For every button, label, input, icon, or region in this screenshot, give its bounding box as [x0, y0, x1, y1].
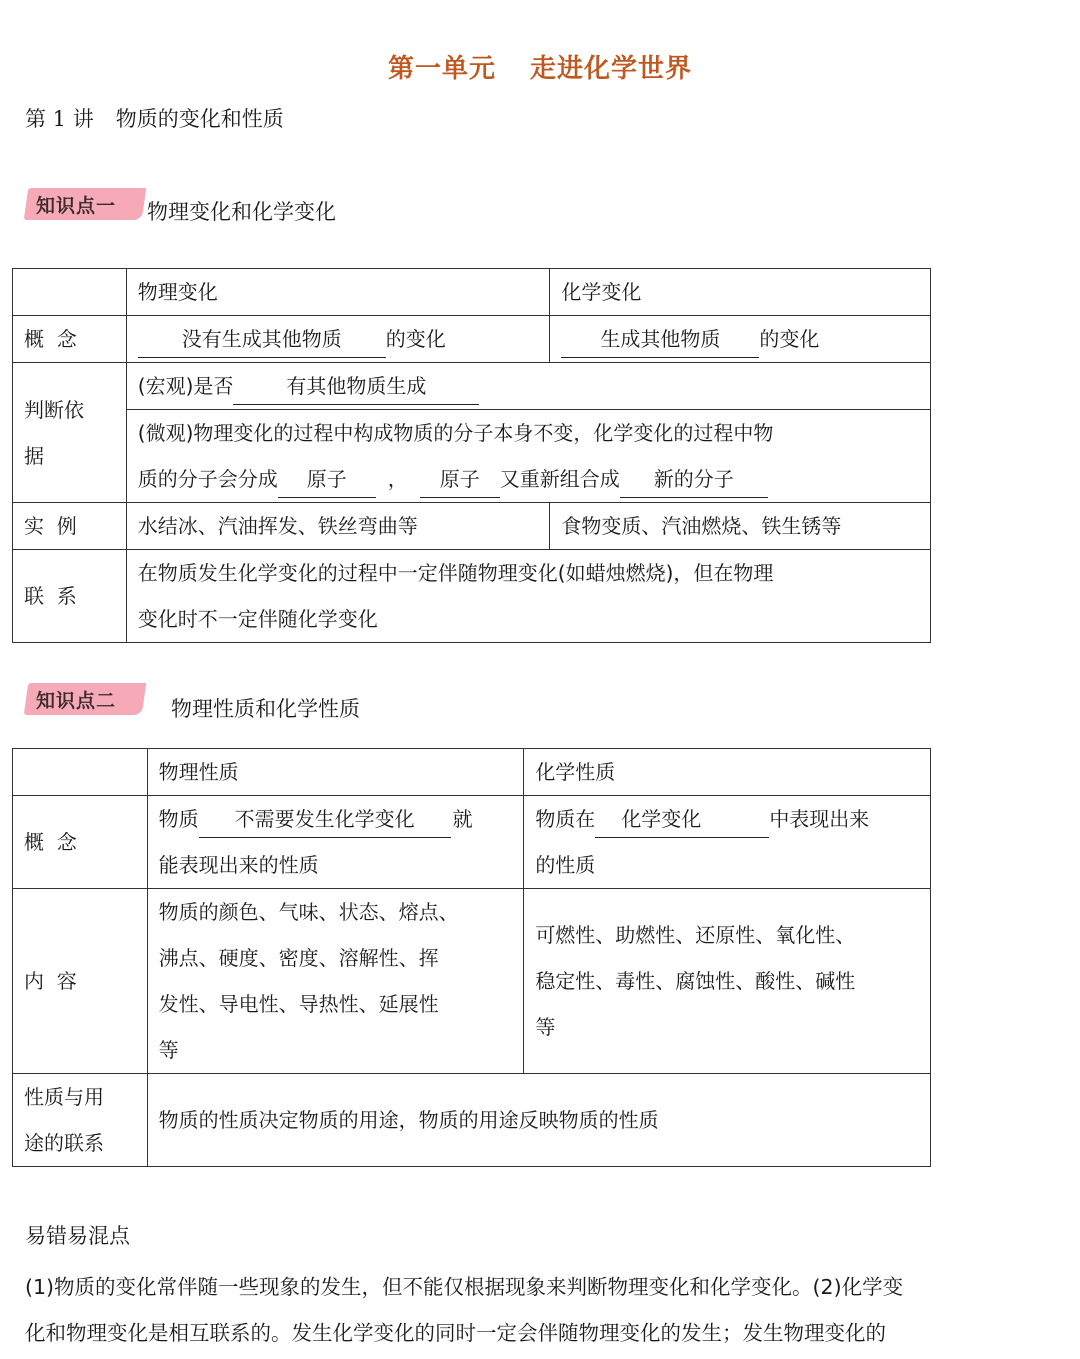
concept-physical [147, 796, 524, 889]
example-physical: 水结冰、汽油挥发、铁丝弯曲等 [126, 503, 550, 550]
content-chemical [524, 889, 931, 1074]
kp2-title: 物理性质和化学性质 [171, 697, 360, 721]
concept-line: 能表现出来的性质 [158, 853, 319, 877]
answer-blank: 原子 [420, 461, 500, 498]
kp2-badge: 知识点二 [36, 690, 117, 712]
kp1-title: 物理变化和化学变化 [147, 200, 336, 224]
table-row [13, 1074, 931, 1167]
content-line: 沸点、硬度、密度、溶解性、挥 [158, 946, 439, 970]
relation-line: 变化时不一定伴随化学变化 [137, 607, 378, 631]
micro-line: (微观)物理变化的过程中构成物质的分子本身不变，化学变化的过程中物 [137, 421, 774, 445]
answer-blank: 生成其他物质 [561, 321, 759, 358]
content-line: 发性、导电性、导热性、延展性 [158, 992, 439, 1016]
header-chemical: 化学变化 [550, 269, 931, 316]
basis-label-line: 判断依 [24, 397, 84, 422]
use-label-line: 性质与用 [24, 1085, 104, 1109]
table-row [13, 749, 931, 796]
content-line: 物质的颜色、气味、状态、熔点、 [158, 900, 459, 924]
concept-physical [126, 316, 550, 363]
use-text: 物质的性质决定物质的用途，物质的用途反映物质的性质 [147, 1074, 930, 1167]
kp1-table [12, 268, 931, 643]
row-label-example: 实 例 [13, 503, 127, 550]
lecture-number: 第 1 讲 [25, 107, 94, 131]
concept-chemical [550, 316, 931, 363]
concept-line [535, 796, 919, 842]
notes-title: 易错易混点 [25, 1224, 130, 1248]
row-label-relation: 联 系 [13, 550, 127, 643]
header-chemical: 化学性质 [524, 749, 931, 796]
lecture-title: 物质的变化和性质 [115, 107, 284, 131]
row-label-concept: 概 念 [13, 796, 148, 889]
row-label-basis [13, 363, 127, 503]
kp1-badge: 知识点一 [36, 195, 117, 217]
kp2-table [12, 748, 931, 1167]
content-line: 可燃性、助燃性、还原性、氧化性、 [535, 923, 856, 947]
table-row [13, 550, 931, 643]
row-label-concept: 概 念 [13, 316, 127, 363]
answer-blank: 不需要发生化学变化 [199, 801, 451, 838]
use-label-line: 途的联系 [24, 1131, 104, 1155]
concept-suffix: 的变化 [385, 327, 446, 351]
answer-blank: 没有生成其他物质 [138, 321, 386, 358]
table-row [13, 269, 931, 316]
concept-text: 物质在 [535, 807, 596, 831]
micro-text: 质的分子会分成 [137, 467, 278, 491]
concept-line: 的性质 [535, 853, 596, 877]
table-row [13, 363, 931, 410]
header-physical: 物理变化 [126, 269, 550, 316]
unit-name: 走进化学世界 [530, 54, 693, 84]
header-physical: 物理性质 [147, 749, 524, 796]
answer-blank: 新的分子 [620, 461, 768, 498]
notes-line: (1)物质的变化常伴随一些现象的发生，但不能仅根据现象来判断物理变化和化学变化。(2)化学变 [25, 1275, 904, 1299]
relation-line: 在物质发生化学变化的过程中一定伴随物理变化(如蜡烛燃烧)，但在物理 [137, 561, 774, 585]
concept-chemical [524, 796, 931, 889]
content-line: 等 [158, 1038, 179, 1062]
table-row [13, 889, 931, 1074]
row-label-content: 内 容 [13, 889, 148, 1074]
row-label-use [13, 1074, 148, 1167]
answer-blank: 有其他物质生成 [233, 368, 479, 405]
concept-suffix: 的变化 [759, 327, 820, 351]
relation-text [126, 550, 930, 643]
notes-line: 化和物理变化是相互联系的。发生化学变化的同时一定会伴随物理变化的发生；发生物理变化的 [25, 1321, 886, 1345]
content-physical [147, 889, 524, 1074]
concept-text: 中表现出来 [769, 807, 870, 831]
concept-text: 物质 [158, 807, 199, 831]
content-line: 稳定性、毒性、腐蚀性、酸性、碱性 [535, 969, 856, 993]
answer-blank: 化学变化 [595, 801, 769, 838]
basis-label-line: 据 [24, 443, 44, 468]
content-line: 等 [535, 1015, 556, 1039]
table-row [13, 316, 931, 363]
concept-line [159, 796, 513, 842]
table-row [13, 410, 931, 503]
header-empty-cell [13, 749, 148, 796]
macro-prefix: (宏观)是否 [137, 374, 234, 398]
notes-body [25, 1264, 1075, 1356]
micro-text: 又重新组合成 [499, 467, 620, 491]
table-row [13, 503, 931, 550]
answer-blank: 原子 [278, 461, 376, 498]
unit-title [0, 48, 1080, 85]
table-row [13, 796, 931, 889]
concept-text: 就 [452, 807, 473, 831]
example-chemical: 食物变质、汽油燃烧、铁生锈等 [550, 503, 931, 550]
unit-number: 第一单元 [387, 54, 496, 84]
lecture-heading [25, 103, 284, 133]
micro-basis [126, 410, 930, 503]
macro-basis [126, 363, 930, 410]
micro-line [138, 456, 919, 502]
micro-text: ， [387, 467, 408, 491]
header-empty-cell [13, 269, 127, 316]
